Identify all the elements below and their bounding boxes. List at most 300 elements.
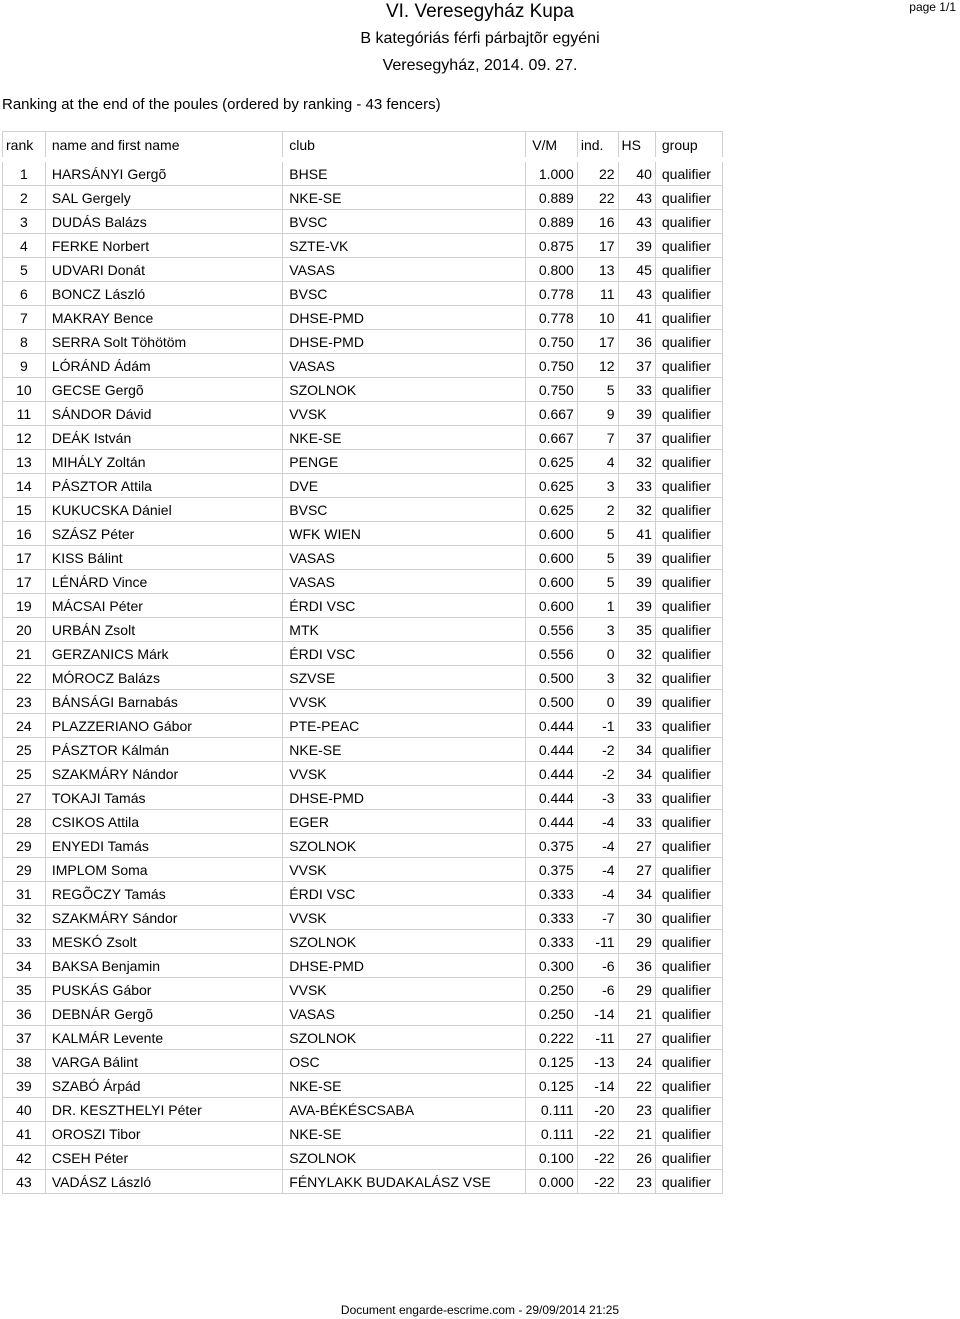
cell-rank: 22 — [3, 666, 46, 690]
table-row — [3, 666, 723, 690]
cell-hs: 36 — [618, 954, 655, 978]
cell-vm: 0.125 — [526, 1050, 578, 1074]
cell-name: GERZANICS Márk — [45, 642, 282, 666]
cell-rank: 25 — [3, 738, 46, 762]
cell-club: ÉRDI VSC — [283, 882, 526, 906]
cell-rank: 5 — [3, 258, 46, 282]
cell-hs: 40 — [618, 160, 655, 186]
cell-vm: 0.889 — [526, 210, 578, 234]
cell-vm: 0.556 — [526, 618, 578, 642]
cell-hs: 39 — [618, 402, 655, 426]
cell-rank: 36 — [3, 1002, 46, 1026]
cell-hs: 41 — [618, 522, 655, 546]
ranking-table — [2, 131, 723, 1194]
cell-club: VVSK — [283, 858, 526, 882]
cell-rank: 20 — [3, 618, 46, 642]
cell-rank: 27 — [3, 786, 46, 810]
col-header-name: name and first name — [45, 132, 282, 160]
cell-vm: 0.300 — [526, 954, 578, 978]
cell-ind: 11 — [577, 282, 618, 306]
cell-group: qualifier — [655, 378, 722, 402]
cell-hs: 27 — [618, 858, 655, 882]
cell-rank: 3 — [3, 210, 46, 234]
cell-hs: 23 — [618, 1098, 655, 1122]
cell-ind: 1 — [577, 594, 618, 618]
cell-group: qualifier — [655, 1146, 722, 1170]
cell-rank: 21 — [3, 642, 46, 666]
cell-name: SZABÓ Árpád — [45, 1074, 282, 1098]
cell-rank: 8 — [3, 330, 46, 354]
table-row — [3, 882, 723, 906]
cell-club: MTK — [283, 618, 526, 642]
cell-hs: 39 — [618, 234, 655, 258]
table-row — [3, 810, 723, 834]
table-row — [3, 594, 723, 618]
cell-vm: 0.600 — [526, 570, 578, 594]
col-header-club: club — [283, 132, 526, 160]
cell-group: qualifier — [655, 186, 722, 210]
cell-group: qualifier — [655, 498, 722, 522]
cell-ind: -4 — [577, 834, 618, 858]
cell-hs: 27 — [618, 1026, 655, 1050]
cell-name: REGÕCZY Tamás — [45, 882, 282, 906]
cell-hs: 24 — [618, 1050, 655, 1074]
cell-ind: -13 — [577, 1050, 618, 1074]
cell-name: IMPLOM Soma — [45, 858, 282, 882]
cell-club: SZOLNOK — [283, 378, 526, 402]
cell-rank: 35 — [3, 978, 46, 1002]
cell-club: NKE-SE — [283, 1122, 526, 1146]
cell-group: qualifier — [655, 930, 722, 954]
cell-ind: -11 — [577, 1026, 618, 1050]
cell-name: BAKSA Benjamin — [45, 954, 282, 978]
cell-name: URBÁN Zsolt — [45, 618, 282, 642]
cell-ind: 3 — [577, 474, 618, 498]
cell-rank: 7 — [3, 306, 46, 330]
cell-group: qualifier — [655, 160, 722, 186]
cell-club: SZOLNOK — [283, 1146, 526, 1170]
table-row — [3, 522, 723, 546]
cell-vm: 0.250 — [526, 978, 578, 1002]
table-row — [3, 570, 723, 594]
cell-group: qualifier — [655, 786, 722, 810]
cell-hs: 33 — [618, 378, 655, 402]
cell-name: LÉNÁRD Vince — [45, 570, 282, 594]
tournament-title: VI. Veresegyház Kupa — [385, 1, 574, 22]
cell-ind: 17 — [577, 330, 618, 354]
col-header-ind: ind. — [577, 132, 618, 160]
cell-vm: 0.333 — [526, 906, 578, 930]
cell-rank: 43 — [3, 1170, 46, 1194]
cell-name: DEBNÁR Gergõ — [45, 1002, 282, 1026]
cell-group: qualifier — [655, 330, 722, 354]
cell-vm: 0.000 — [526, 1170, 578, 1194]
cell-vm: 0.750 — [526, 330, 578, 354]
cell-ind: -14 — [577, 1074, 618, 1098]
cell-rank: 23 — [3, 690, 46, 714]
cell-vm: 1.000 — [526, 160, 578, 186]
cell-hs: 35 — [618, 618, 655, 642]
cell-hs: 32 — [618, 450, 655, 474]
cell-rank: 42 — [3, 1146, 46, 1170]
cell-name: LÓRÁND Ádám — [45, 354, 282, 378]
cell-club: OSC — [283, 1050, 526, 1074]
cell-hs: 39 — [618, 570, 655, 594]
cell-ind: -22 — [577, 1146, 618, 1170]
table-row — [3, 474, 723, 498]
cell-group: qualifier — [655, 570, 722, 594]
cell-club: VVSK — [283, 402, 526, 426]
cell-rank: 15 — [3, 498, 46, 522]
cell-vm: 0.667 — [526, 426, 578, 450]
cell-ind: 10 — [577, 306, 618, 330]
cell-name: CSEH Péter — [45, 1146, 282, 1170]
cell-group: qualifier — [655, 546, 722, 570]
cell-name: HARSÁNYI Gergõ — [45, 160, 282, 186]
cell-club: FÉNYLAKK BUDAKALÁSZ VSE — [283, 1170, 526, 1194]
cell-club: ÉRDI VSC — [283, 642, 526, 666]
cell-ind: -6 — [577, 954, 618, 978]
cell-group: qualifier — [655, 954, 722, 978]
cell-ind: -1 — [577, 714, 618, 738]
cell-club: SZOLNOK — [283, 1026, 526, 1050]
cell-name: VADÁSZ László — [45, 1170, 282, 1194]
table-row — [3, 714, 723, 738]
table-row — [3, 762, 723, 786]
cell-rank: 16 — [3, 522, 46, 546]
cell-name: SZAKMÁRY Nándor — [45, 762, 282, 786]
table-row — [3, 642, 723, 666]
cell-vm: 0.250 — [526, 1002, 578, 1026]
cell-ind: -22 — [577, 1122, 618, 1146]
cell-name: CSIKOS Attila — [45, 810, 282, 834]
cell-ind: 12 — [577, 354, 618, 378]
cell-name: PLAZZERIANO Gábor — [45, 714, 282, 738]
cell-vm: 0.778 — [526, 282, 578, 306]
cell-club: DHSE-PMD — [283, 954, 526, 978]
cell-name: BÁNSÁGI Barnabás — [45, 690, 282, 714]
table-row — [3, 1146, 723, 1170]
cell-club: VASAS — [283, 570, 526, 594]
cell-ind: 13 — [577, 258, 618, 282]
cell-club: BVSC — [283, 210, 526, 234]
cell-hs: 33 — [618, 714, 655, 738]
cell-rank: 12 — [3, 426, 46, 450]
cell-hs: 36 — [618, 330, 655, 354]
cell-hs: 34 — [618, 762, 655, 786]
cell-name: SZAKMÁRY Sándor — [45, 906, 282, 930]
cell-name: MIHÁLY Zoltán — [45, 450, 282, 474]
cell-rank: 39 — [3, 1074, 46, 1098]
table-row — [3, 954, 723, 978]
cell-ind: -7 — [577, 906, 618, 930]
cell-club: VVSK — [283, 762, 526, 786]
cell-hs: 32 — [618, 498, 655, 522]
cell-club: BHSE — [283, 160, 526, 186]
table-row — [3, 930, 723, 954]
cell-group: qualifier — [655, 1026, 722, 1050]
cell-rank: 17 — [3, 546, 46, 570]
cell-hs: 41 — [618, 306, 655, 330]
cell-hs: 37 — [618, 354, 655, 378]
cell-vm: 0.667 — [526, 402, 578, 426]
table-row — [3, 378, 723, 402]
cell-ind: -4 — [577, 882, 618, 906]
cell-hs: 30 — [618, 906, 655, 930]
cell-name: MÁCSAI Péter — [45, 594, 282, 618]
cell-vm: 0.333 — [526, 882, 578, 906]
cell-vm: 0.600 — [526, 546, 578, 570]
table-row — [3, 858, 723, 882]
table-row — [3, 450, 723, 474]
table-row — [3, 1098, 723, 1122]
cell-group: qualifier — [655, 426, 722, 450]
cell-vm: 0.750 — [526, 354, 578, 378]
cell-name: PÁSZTOR Kálmán — [45, 738, 282, 762]
cell-hs: 32 — [618, 642, 655, 666]
table-row — [3, 354, 723, 378]
cell-name: SÁNDOR Dávid — [45, 402, 282, 426]
table-row — [3, 402, 723, 426]
cell-hs: 23 — [618, 1170, 655, 1194]
cell-club: SZTE-VK — [283, 234, 526, 258]
cell-hs: 39 — [618, 594, 655, 618]
cell-rank: 32 — [3, 906, 46, 930]
table-row — [3, 1002, 723, 1026]
cell-ind: -3 — [577, 786, 618, 810]
cell-hs: 45 — [618, 258, 655, 282]
table-row — [3, 1170, 723, 1194]
cell-name: KALMÁR Levente — [45, 1026, 282, 1050]
cell-club: VASAS — [283, 1002, 526, 1026]
cell-ind: 3 — [577, 618, 618, 642]
cell-group: qualifier — [655, 690, 722, 714]
cell-vm: 0.375 — [526, 858, 578, 882]
cell-club: BVSC — [283, 498, 526, 522]
cell-vm: 0.111 — [526, 1122, 578, 1146]
cell-vm: 0.444 — [526, 762, 578, 786]
footer-document-info: Document engarde-escrime.com - 29/09/2014 21:25 — [340, 1303, 620, 1317]
page-number: page 1/1 — [909, 0, 956, 14]
cell-club: SZOLNOK — [283, 930, 526, 954]
cell-ind: 5 — [577, 378, 618, 402]
cell-group: qualifier — [655, 666, 722, 690]
cell-hs: 33 — [618, 474, 655, 498]
cell-club: VASAS — [283, 258, 526, 282]
table-row — [3, 160, 723, 186]
table-header-row — [3, 132, 723, 160]
col-header-vm: V/M — [526, 132, 578, 160]
cell-hs: 33 — [618, 810, 655, 834]
cell-rank: 29 — [3, 858, 46, 882]
table-row — [3, 498, 723, 522]
cell-hs: 29 — [618, 978, 655, 1002]
cell-vm: 0.600 — [526, 522, 578, 546]
cell-hs: 37 — [618, 426, 655, 450]
cell-hs: 43 — [618, 210, 655, 234]
cell-club: NKE-SE — [283, 426, 526, 450]
cell-group: qualifier — [655, 642, 722, 666]
cell-club: PENGE — [283, 450, 526, 474]
cell-name: FERKE Norbert — [45, 234, 282, 258]
cell-vm: 0.125 — [526, 1074, 578, 1098]
cell-vm: 0.875 — [526, 234, 578, 258]
cell-hs: 33 — [618, 786, 655, 810]
cell-group: qualifier — [655, 810, 722, 834]
cell-group: qualifier — [655, 1074, 722, 1098]
table-row — [3, 186, 723, 210]
cell-hs: 43 — [618, 282, 655, 306]
cell-vm: 0.800 — [526, 258, 578, 282]
table-row — [3, 738, 723, 762]
cell-name: KISS Bálint — [45, 546, 282, 570]
cell-rank: 19 — [3, 594, 46, 618]
cell-rank: 11 — [3, 402, 46, 426]
cell-ind: 0 — [577, 642, 618, 666]
table-row — [3, 258, 723, 282]
col-header-group: group — [655, 132, 722, 160]
cell-group: qualifier — [655, 906, 722, 930]
cell-name: DEÁK István — [45, 426, 282, 450]
cell-ind: 5 — [577, 570, 618, 594]
cell-rank: 10 — [3, 378, 46, 402]
cell-club: VVSK — [283, 906, 526, 930]
cell-group: qualifier — [655, 738, 722, 762]
cell-club: PTE-PEAC — [283, 714, 526, 738]
cell-group: qualifier — [655, 474, 722, 498]
cell-hs: 21 — [618, 1122, 655, 1146]
cell-rank: 14 — [3, 474, 46, 498]
cell-club: SZOLNOK — [283, 834, 526, 858]
table-row — [3, 690, 723, 714]
cell-ind: 5 — [577, 546, 618, 570]
cell-ind: 4 — [577, 450, 618, 474]
cell-ind: 16 — [577, 210, 618, 234]
cell-group: qualifier — [655, 882, 722, 906]
cell-rank: 6 — [3, 282, 46, 306]
cell-rank: 40 — [3, 1098, 46, 1122]
table-row — [3, 786, 723, 810]
cell-rank: 2 — [3, 186, 46, 210]
cell-group: qualifier — [655, 234, 722, 258]
cell-name: PÁSZTOR Attila — [45, 474, 282, 498]
cell-ind: -11 — [577, 930, 618, 954]
cell-vm: 0.222 — [526, 1026, 578, 1050]
cell-name: UDVARI Donát — [45, 258, 282, 282]
cell-club: VVSK — [283, 978, 526, 1002]
cell-name: VARGA Bálint — [45, 1050, 282, 1074]
cell-rank: 1 — [3, 160, 46, 186]
table-row — [3, 618, 723, 642]
cell-group: qualifier — [655, 978, 722, 1002]
cell-club: VASAS — [283, 354, 526, 378]
cell-name: BONCZ László — [45, 282, 282, 306]
cell-hs: 21 — [618, 1002, 655, 1026]
cell-hs: 39 — [618, 690, 655, 714]
cell-ind: 22 — [577, 186, 618, 210]
cell-name: MESKÓ Zsolt — [45, 930, 282, 954]
cell-vm: 0.556 — [526, 642, 578, 666]
cell-hs: 43 — [618, 186, 655, 210]
cell-vm: 0.625 — [526, 450, 578, 474]
cell-name: DUDÁS Balázs — [45, 210, 282, 234]
cell-club: DHSE-PMD — [283, 330, 526, 354]
cell-club: DVE — [283, 474, 526, 498]
cell-group: qualifier — [655, 1002, 722, 1026]
cell-rank: 4 — [3, 234, 46, 258]
cell-club: DHSE-PMD — [283, 786, 526, 810]
cell-vm: 0.600 — [526, 594, 578, 618]
cell-club: EGER — [283, 810, 526, 834]
cell-vm: 0.889 — [526, 186, 578, 210]
cell-vm: 0.111 — [526, 1098, 578, 1122]
cell-vm: 0.444 — [526, 738, 578, 762]
cell-group: qualifier — [655, 1122, 722, 1146]
cell-ind: 17 — [577, 234, 618, 258]
cell-name: SZÁSZ Péter — [45, 522, 282, 546]
cell-rank: 34 — [3, 954, 46, 978]
cell-group: qualifier — [655, 450, 722, 474]
cell-rank: 37 — [3, 1026, 46, 1050]
cell-group: qualifier — [655, 402, 722, 426]
cell-rank: 41 — [3, 1122, 46, 1146]
cell-group: qualifier — [655, 618, 722, 642]
col-header-rank: rank — [3, 132, 46, 160]
cell-ind: 5 — [577, 522, 618, 546]
cell-hs: 26 — [618, 1146, 655, 1170]
cell-club: NKE-SE — [283, 738, 526, 762]
cell-ind: 0 — [577, 690, 618, 714]
cell-rank: 28 — [3, 810, 46, 834]
cell-name: MAKRAY Bence — [45, 306, 282, 330]
cell-name: MÓROCZ Balázs — [45, 666, 282, 690]
cell-group: qualifier — [655, 258, 722, 282]
cell-group: qualifier — [655, 306, 722, 330]
cell-vm: 0.333 — [526, 930, 578, 954]
col-header-hs: HS — [618, 132, 655, 160]
cell-rank: 38 — [3, 1050, 46, 1074]
cell-club: VASAS — [283, 546, 526, 570]
cell-rank: 13 — [3, 450, 46, 474]
cell-group: qualifier — [655, 354, 722, 378]
cell-hs: 39 — [618, 546, 655, 570]
cell-group: qualifier — [655, 594, 722, 618]
cell-name: KUKUCSKA Dániel — [45, 498, 282, 522]
table-row — [3, 306, 723, 330]
table-row — [3, 1026, 723, 1050]
cell-ind: -4 — [577, 810, 618, 834]
cell-vm: 0.750 — [526, 378, 578, 402]
cell-name: TOKAJI Tamás — [45, 786, 282, 810]
cell-vm: 0.100 — [526, 1146, 578, 1170]
cell-group: qualifier — [655, 858, 722, 882]
cell-ind: -2 — [577, 762, 618, 786]
ranking-rows — [3, 160, 723, 1194]
table-row — [3, 210, 723, 234]
cell-hs: 29 — [618, 930, 655, 954]
table-row — [3, 546, 723, 570]
cell-ind: -4 — [577, 858, 618, 882]
table-row — [3, 906, 723, 930]
cell-ind: -20 — [577, 1098, 618, 1122]
cell-group: qualifier — [655, 522, 722, 546]
cell-rank: 31 — [3, 882, 46, 906]
cell-club: NKE-SE — [283, 186, 526, 210]
cell-club: DHSE-PMD — [283, 306, 526, 330]
cell-name: PUSKÁS Gábor — [45, 978, 282, 1002]
cell-group: qualifier — [655, 1170, 722, 1194]
cell-club: NKE-SE — [283, 1074, 526, 1098]
